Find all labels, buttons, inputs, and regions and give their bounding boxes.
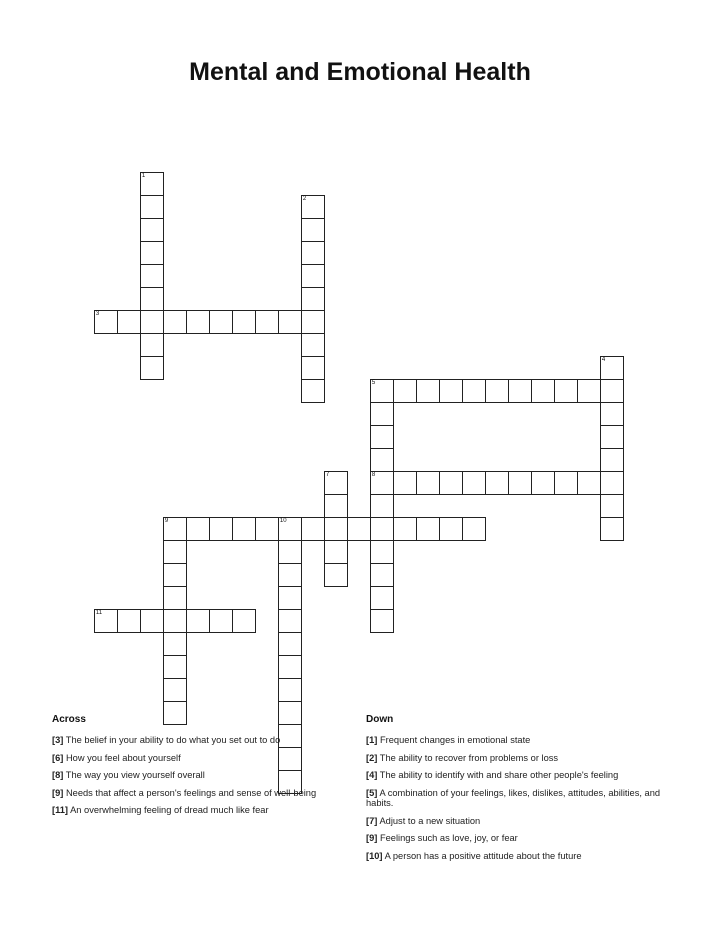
grid-cell[interactable] <box>278 609 302 633</box>
clue-label: [5] <box>366 787 378 798</box>
grid-cell[interactable] <box>278 655 302 679</box>
grid-cell[interactable] <box>393 517 417 541</box>
grid-cell[interactable] <box>140 356 164 380</box>
grid-cell[interactable] <box>163 540 187 564</box>
grid-cell[interactable] <box>186 517 210 541</box>
clue-text: An overwhelming feeling of dread much like fear <box>68 805 269 815</box>
grid-cell[interactable] <box>163 586 187 610</box>
clue-number: 10 <box>279 517 287 524</box>
grid-cell[interactable] <box>531 471 555 495</box>
grid-cell[interactable] <box>485 471 509 495</box>
grid-cell[interactable] <box>301 517 325 541</box>
grid-cell[interactable] <box>416 471 440 495</box>
clue-number: 3 <box>95 310 100 317</box>
grid-cell[interactable] <box>140 241 164 265</box>
down-clue <box>366 735 666 746</box>
grid-cell[interactable] <box>140 264 164 288</box>
down-clues <box>366 714 666 868</box>
down-clue <box>366 770 666 781</box>
clue-label: [10] <box>366 850 383 861</box>
grid-cell[interactable] <box>278 678 302 702</box>
clue-label: [2] <box>366 752 378 763</box>
grid-cell[interactable] <box>370 540 394 564</box>
grid-cell[interactable] <box>278 563 302 587</box>
across-clue <box>52 788 352 799</box>
grid-cell[interactable] <box>140 287 164 311</box>
grid-cell[interactable] <box>278 517 302 541</box>
down-heading: Down <box>366 714 394 725</box>
clue-label: [8] <box>52 770 64 780</box>
grid-cell[interactable] <box>140 333 164 357</box>
grid-cell[interactable] <box>370 471 394 495</box>
across-clue <box>52 770 352 781</box>
grid-cell[interactable] <box>439 517 463 541</box>
grid-cell[interactable] <box>439 471 463 495</box>
grid-cell[interactable] <box>163 632 187 656</box>
clue-number: 1 <box>141 172 146 179</box>
grid-cell[interactable] <box>324 563 348 587</box>
grid-cell[interactable] <box>324 494 348 518</box>
clue-text: How you feel about yourself <box>63 752 181 763</box>
grid-cell[interactable] <box>370 379 394 403</box>
grid-cell[interactable] <box>94 310 118 334</box>
grid-cell[interactable] <box>347 517 371 541</box>
clue-label: [4] <box>366 770 378 780</box>
grid-cell[interactable] <box>209 310 233 334</box>
grid-cell[interactable] <box>393 379 417 403</box>
grid-cell[interactable] <box>370 609 394 633</box>
grid-cell[interactable] <box>485 379 509 403</box>
clue-label: [1] <box>366 735 378 745</box>
clue-text: Adjust to a new situation <box>377 815 481 826</box>
grid-cell[interactable] <box>255 310 279 334</box>
clue-number: 4 <box>601 356 606 363</box>
down-clue <box>366 816 666 827</box>
grid-cell[interactable] <box>600 379 624 403</box>
grid-cell[interactable] <box>301 356 325 380</box>
grid-cell[interactable] <box>439 379 463 403</box>
clue-label: [6] <box>52 752 64 763</box>
grid-cell[interactable] <box>278 540 302 564</box>
grid-cell[interactable] <box>140 218 164 242</box>
grid-cell[interactable] <box>600 356 624 380</box>
grid-cell[interactable] <box>600 517 624 541</box>
grid-cell[interactable] <box>370 425 394 449</box>
across-clue <box>52 753 352 764</box>
clue-label: [9] <box>52 787 64 798</box>
clue-text: The ability to recover from problems or loss <box>377 752 559 763</box>
clue-text: A person has a positive attitude about the future <box>382 850 582 861</box>
grid-cell[interactable] <box>600 425 624 449</box>
clue-text: The ability to identify with and share other people's feeling <box>377 770 619 780</box>
grid-cell[interactable] <box>163 517 187 541</box>
grid-cell[interactable] <box>140 195 164 219</box>
grid-cell[interactable] <box>508 379 532 403</box>
grid-cell[interactable] <box>278 310 302 334</box>
clue-text: Feelings such as love, joy, or fear <box>377 833 518 843</box>
clue-label: [9] <box>366 833 378 843</box>
grid-cell[interactable] <box>301 218 325 242</box>
clue-label: [3] <box>52 735 64 745</box>
grid-cell[interactable] <box>554 379 578 403</box>
grid-cell[interactable] <box>462 471 486 495</box>
grid-cell[interactable] <box>600 448 624 472</box>
clue-label: [11] <box>52 805 69 815</box>
across-clue <box>52 805 352 816</box>
grid-cell[interactable] <box>301 241 325 265</box>
grid-cell[interactable] <box>117 609 141 633</box>
grid-cell[interactable] <box>232 517 256 541</box>
grid-cell[interactable] <box>600 402 624 426</box>
clue-text: A combination of your feelings, likes, dislikes, attitudes, abilities, and habits. <box>366 787 661 808</box>
clue-text: Needs that affect a person's feelings and sense of well-being <box>63 787 317 798</box>
grid-cell[interactable] <box>186 609 210 633</box>
grid-cell[interactable] <box>140 609 164 633</box>
grid-cell[interactable] <box>370 402 394 426</box>
grid-cell[interactable] <box>370 563 394 587</box>
grid-cell[interactable] <box>577 471 601 495</box>
grid-cell[interactable] <box>324 517 348 541</box>
grid-cell[interactable] <box>209 517 233 541</box>
down-clue <box>366 833 666 844</box>
grid-cell[interactable] <box>301 195 325 219</box>
grid-cell[interactable] <box>278 586 302 610</box>
grid-cell[interactable] <box>462 379 486 403</box>
clue-number: 5 <box>371 379 376 386</box>
across-clues <box>52 714 352 823</box>
across-clue-list <box>52 735 352 816</box>
grid-cell[interactable] <box>370 517 394 541</box>
page-title: Mental and Emotional Health <box>189 58 531 86</box>
grid-cell[interactable] <box>462 517 486 541</box>
grid-cell[interactable] <box>209 609 233 633</box>
grid-cell[interactable] <box>301 264 325 288</box>
grid-cell[interactable] <box>163 310 187 334</box>
grid-cell[interactable] <box>370 494 394 518</box>
clue-text: The way you view yourself overall <box>63 770 205 780</box>
grid-cell[interactable] <box>393 471 417 495</box>
clue-number: 11 <box>95 609 103 616</box>
clue-number: 8 <box>371 471 376 478</box>
grid-cell[interactable] <box>140 172 164 196</box>
grid-cell[interactable] <box>416 379 440 403</box>
across-heading: Across <box>52 714 86 725</box>
clue-text: Frequent changes in emotional state <box>377 735 531 745</box>
grid-cell[interactable] <box>163 563 187 587</box>
clue-number: 2 <box>302 195 307 202</box>
grid-cell[interactable] <box>324 540 348 564</box>
grid-cell[interactable] <box>600 494 624 518</box>
clue-text: The belief in your ability to do what you set out to do <box>63 735 281 745</box>
grid-cell[interactable] <box>163 609 187 633</box>
clue-label: [7] <box>366 815 378 826</box>
grid-cell[interactable] <box>600 471 624 495</box>
grid-cell[interactable] <box>301 310 325 334</box>
grid-cell[interactable] <box>140 310 164 334</box>
grid-cell[interactable] <box>163 678 187 702</box>
down-clue <box>366 788 666 809</box>
grid-cell[interactable] <box>324 471 348 495</box>
grid-cell[interactable] <box>416 517 440 541</box>
grid-cell[interactable] <box>94 609 118 633</box>
grid-cell[interactable] <box>301 333 325 357</box>
grid-cell[interactable] <box>370 586 394 610</box>
grid-cell[interactable] <box>117 310 141 334</box>
down-clue <box>366 753 666 764</box>
grid-cell[interactable] <box>531 379 555 403</box>
grid-cell[interactable] <box>301 287 325 311</box>
grid-cell[interactable] <box>508 471 532 495</box>
grid-cell[interactable] <box>255 517 279 541</box>
grid-cell[interactable] <box>577 379 601 403</box>
grid-cell[interactable] <box>232 310 256 334</box>
grid-cell[interactable] <box>232 609 256 633</box>
grid-cell[interactable] <box>554 471 578 495</box>
down-clue <box>366 851 666 862</box>
grid-cell[interactable] <box>278 632 302 656</box>
grid-cell[interactable] <box>186 310 210 334</box>
grid-cell[interactable] <box>301 379 325 403</box>
across-clue <box>52 735 352 746</box>
clue-number: 7 <box>325 471 330 478</box>
grid-cell[interactable] <box>370 448 394 472</box>
clue-number: 9 <box>164 517 169 524</box>
down-clue-list <box>366 735 666 861</box>
grid-cell[interactable] <box>163 655 187 679</box>
